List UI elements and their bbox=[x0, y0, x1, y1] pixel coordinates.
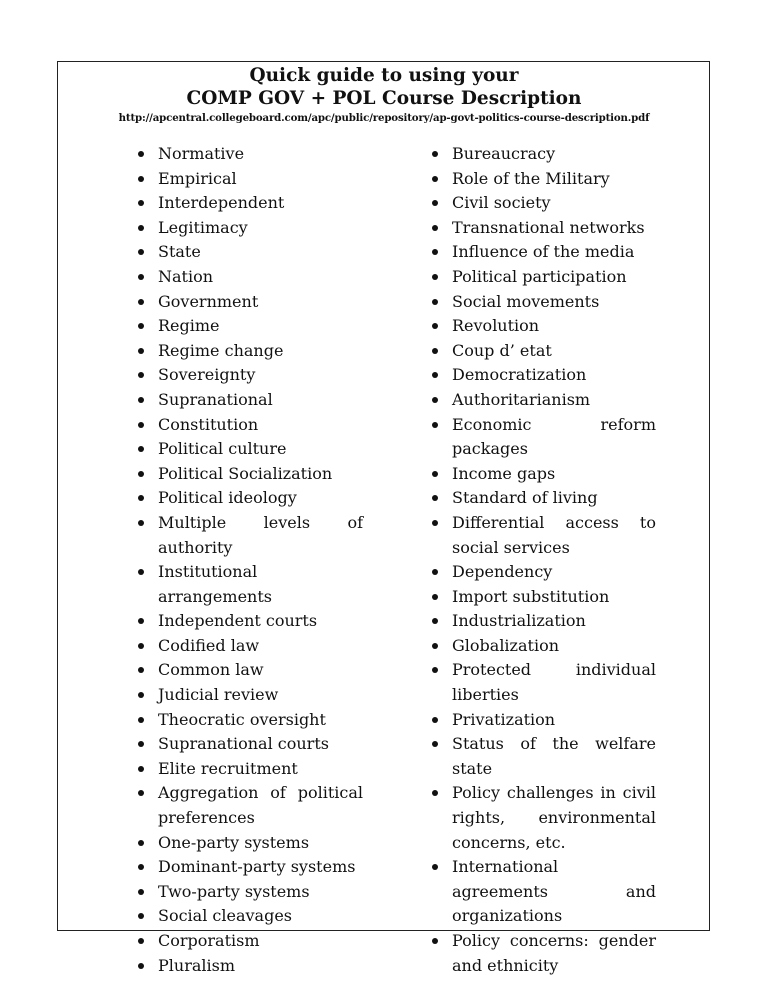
term-text: Standard of living bbox=[452, 488, 598, 508]
list-item bbox=[452, 339, 656, 364]
term-text: State bbox=[158, 242, 201, 262]
term-text: Revolution bbox=[452, 316, 540, 336]
term-list-right bbox=[452, 142, 656, 978]
list-item bbox=[158, 609, 363, 634]
course-description-url[interactable]: http://apcentral.collegeboard.com/apc/public/repository/ap-govt-politics-course-description.pdf bbox=[118, 112, 650, 124]
list-item bbox=[158, 954, 363, 979]
list-item bbox=[158, 388, 363, 413]
list-item bbox=[452, 560, 656, 585]
term-text: Industrialization bbox=[452, 611, 586, 631]
term-text: Legitimacy bbox=[158, 217, 248, 237]
page-title-line2: COMP GOV + POL Course Description bbox=[186, 88, 582, 109]
term-text: Regime change bbox=[158, 340, 284, 360]
list-item bbox=[158, 831, 363, 856]
list-item bbox=[452, 855, 656, 929]
term-text: Status of the welfare state bbox=[452, 734, 656, 778]
list-item bbox=[158, 290, 363, 315]
list-item bbox=[158, 167, 363, 192]
term-text: Economic reform packages bbox=[452, 414, 656, 459]
term-text: Differential access to social services bbox=[452, 512, 656, 557]
term-text: Aggregation of political preferences bbox=[158, 783, 363, 828]
term-text: Elite recruitment bbox=[158, 758, 298, 778]
term-text: Common law bbox=[158, 660, 264, 680]
list-item bbox=[158, 560, 363, 609]
term-text: Constitution bbox=[158, 414, 259, 434]
list-item bbox=[158, 314, 363, 339]
list-item bbox=[158, 708, 363, 733]
term-text: Nation bbox=[158, 266, 214, 286]
list-item bbox=[158, 757, 363, 782]
list-item bbox=[452, 929, 656, 978]
term-text: Democratization bbox=[452, 365, 587, 385]
list-item bbox=[452, 486, 656, 511]
list-item bbox=[158, 339, 363, 364]
term-text: Political Socialization bbox=[158, 463, 333, 483]
term-text: International agreements and organizations bbox=[452, 857, 656, 926]
term-text: Judicial review bbox=[158, 685, 279, 705]
list-item bbox=[452, 462, 656, 487]
list-item bbox=[158, 634, 363, 659]
list-item bbox=[452, 240, 656, 265]
term-text: Policy challenges in civil rights, environmental concerns, etc. bbox=[452, 783, 656, 852]
list-item bbox=[158, 781, 363, 830]
term-text: Political culture bbox=[158, 439, 287, 459]
term-text: Theocratic oversight bbox=[158, 709, 326, 729]
term-text: Institutional arrangements bbox=[158, 562, 272, 606]
term-text: Multiple levels of authority bbox=[158, 512, 363, 557]
term-text: Transnational networks bbox=[452, 217, 645, 237]
list-item bbox=[452, 511, 656, 560]
list-item bbox=[452, 290, 656, 315]
list-item bbox=[158, 191, 363, 216]
list-item bbox=[158, 363, 363, 388]
list-item bbox=[452, 167, 656, 192]
list-item bbox=[158, 142, 363, 167]
term-text: Policy concerns: gender and ethnicity bbox=[452, 931, 656, 975]
term-text: Sovereignty bbox=[158, 365, 256, 385]
term-text: Two-party systems bbox=[158, 881, 310, 901]
list-item bbox=[452, 265, 656, 290]
term-text: Political ideology bbox=[158, 488, 297, 508]
term-text: Influence of the media bbox=[452, 242, 635, 262]
page-title-line1: Quick guide to using your bbox=[249, 65, 519, 86]
list-item bbox=[158, 929, 363, 954]
list-item bbox=[158, 462, 363, 487]
list-item bbox=[158, 240, 363, 265]
term-text: Corporatism bbox=[158, 931, 260, 950]
list-item bbox=[158, 413, 363, 438]
term-text: Supranational bbox=[158, 389, 273, 409]
term-text: Civil society bbox=[452, 193, 551, 213]
list-item bbox=[452, 634, 656, 659]
list-item bbox=[452, 363, 656, 388]
term-text: One-party systems bbox=[158, 832, 310, 852]
term-text: Role of the Military bbox=[452, 168, 610, 188]
term-text: Codified law bbox=[158, 635, 260, 655]
list-item bbox=[452, 388, 656, 413]
list-item bbox=[452, 413, 656, 462]
list-item bbox=[158, 683, 363, 708]
list-item bbox=[158, 265, 363, 290]
term-text: Interdependent bbox=[158, 193, 285, 213]
term-list-left bbox=[158, 142, 363, 978]
term-text: Authoritarianism bbox=[452, 389, 591, 409]
term-text: Globalization bbox=[452, 635, 559, 655]
term-text: Privatization bbox=[452, 709, 556, 729]
list-item bbox=[158, 732, 363, 757]
term-text: Independent courts bbox=[158, 611, 318, 631]
list-item bbox=[452, 658, 656, 707]
term-text: Protected individual liberties bbox=[452, 660, 656, 705]
term-text: Coup d’ etat bbox=[452, 340, 552, 360]
term-text: Government bbox=[158, 291, 259, 311]
list-item bbox=[452, 314, 656, 339]
list-item bbox=[452, 191, 656, 216]
term-text: Political participation bbox=[452, 266, 627, 286]
term-text: Dependency bbox=[452, 562, 553, 582]
term-text: Normative bbox=[158, 144, 245, 163]
term-text: Import substitution bbox=[452, 586, 610, 606]
term-text: Empirical bbox=[158, 168, 237, 188]
list-item bbox=[452, 585, 656, 610]
term-text: Social movements bbox=[452, 291, 600, 311]
list-item bbox=[452, 732, 656, 781]
list-item bbox=[158, 486, 363, 511]
term-text: Income gaps bbox=[452, 463, 556, 483]
list-item bbox=[158, 216, 363, 241]
list-item bbox=[158, 437, 363, 462]
term-text: Regime bbox=[158, 316, 220, 336]
list-item bbox=[452, 609, 656, 634]
list-item bbox=[452, 142, 656, 167]
list-item bbox=[158, 855, 363, 880]
term-text: Dominant-party systems bbox=[158, 857, 356, 877]
list-item bbox=[452, 708, 656, 733]
term-text: Bureaucracy bbox=[452, 144, 556, 163]
list-item bbox=[158, 658, 363, 683]
list-item bbox=[158, 511, 363, 560]
term-text: Pluralism bbox=[158, 955, 235, 975]
list-item bbox=[158, 904, 363, 929]
term-text: Supranational courts bbox=[158, 734, 329, 754]
term-text: Social cleavages bbox=[158, 906, 292, 926]
list-item bbox=[452, 781, 656, 855]
list-item bbox=[452, 216, 656, 241]
list-item bbox=[158, 880, 363, 905]
